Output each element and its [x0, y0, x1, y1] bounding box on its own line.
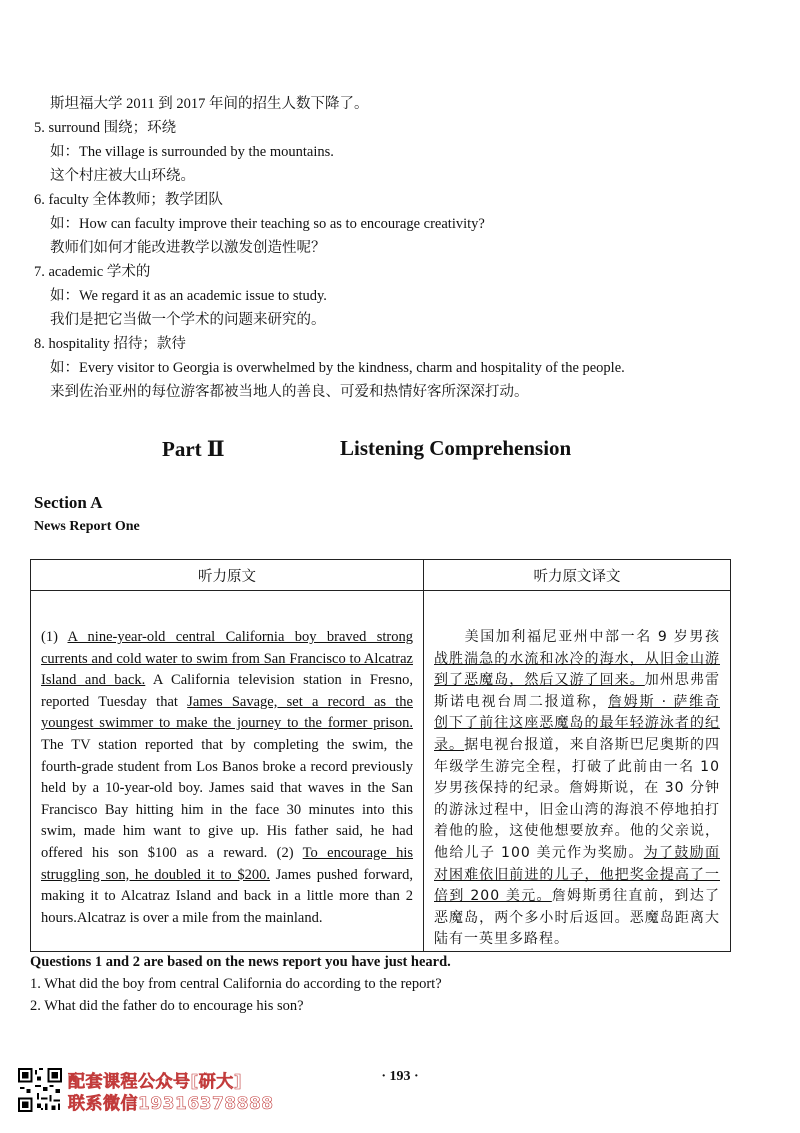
part-number: Part Ⅱ: [162, 437, 225, 461]
en-part-4: James pushed forward, making it to Alcatraz Island and back in a little more than 2 hours.Alcatraz is over a mile from the mainland.: [41, 866, 413, 926]
section-heading: Section A: [34, 493, 103, 512]
cn-part-2: 加州思弗雷斯诺电视台周二报道称，: [434, 672, 721, 710]
en-answer-2: To encourage his struggling son, he doubled it to $200.: [41, 844, 414, 883]
cn-answer-2: 为了鼓励面对困难依旧前进的儿子，他把奖金提高了一倍到 200 美元。: [434, 844, 720, 905]
vocabulary-section: [34, 92, 754, 404]
vocab-item-8-head: 8. hospitality 招待；款待: [34, 336, 186, 352]
translation-cell: [424, 591, 731, 952]
intro-line: 斯坦福大学 2011 到 2017 年间的招生人数下降了。: [50, 96, 369, 112]
en-key-sentence: James Savage, set a record as the youngest swimmer to make the journey to the former prison.: [41, 693, 413, 732]
vocab-item-5-translation: 这个村庄被大山环绕。: [50, 168, 195, 184]
original-transcript: [31, 591, 423, 929]
vocab-item-6-head: 6. faculty 全体教师；教学团队: [34, 192, 223, 208]
vocab-item-6-example: 如：How can faculty improve their teaching so as to encourage creativity?: [50, 216, 485, 232]
cn-key-sentence: 詹姆斯 · 萨维奇创下了前往这座恶魔岛的最年轻游泳者的纪录。: [434, 693, 720, 753]
original-text-header: 听力原文: [31, 560, 424, 591]
qr-code-icon: [18, 1068, 62, 1112]
en-part-1: (1): [41, 629, 68, 645]
original-text-cell: [31, 591, 424, 952]
question-1: 1. What did the boy from central California do according to the report?: [30, 976, 442, 992]
watermark-line-1: 配套课程公众号[研大]: [68, 1072, 243, 1092]
vocab-item-8-example: 如：Every visitor to Georgia is overwhelmed by the kindness, charm and hospitality of the people.: [50, 360, 625, 376]
en-part-3: The TV station reported that by completing the swim, the fourth-grade student from Los Banos broke a record previously held by a 10-year-old boy. James said that waves in the San Francisco Bay hitting him in the face 30 minutes into this swim, made him want to give up. His father said, he had offered his son $100 as a reward. (2): [41, 736, 413, 861]
watermark-line-2: 联系微信19316378888: [68, 1094, 274, 1114]
transcript-table: [30, 559, 731, 952]
vocab-item-7-head: 7. academic 学术的: [34, 264, 151, 280]
vocab-item-7-translation: 我们是把它当做一个学术的问题来研究的。: [50, 312, 326, 328]
vocab-item-7-example: 如：We regard it as an academic issue to study.: [50, 288, 327, 304]
questions-block: [30, 951, 451, 1017]
page-number: · 193 ·: [381, 1069, 419, 1084]
vocab-item-5-example: 如：The village is surrounded by the mountains.: [50, 144, 334, 160]
cn-answer-1: 战胜湍急的水流和冰冷的海水，从旧金山游到了恶魔岛，然后又游了回来。: [434, 650, 720, 689]
cn-part-1: 美国加利福尼亚州中部一名 9 岁男孩: [464, 629, 720, 645]
vocab-item-5-head: 5. surround 围绕；环绕: [34, 120, 177, 136]
cn-part-3: 据电视台报道，来自洛斯巴尼奥斯的四年级学生游完全程，打破了此前由一名 10 岁男孩保持的纪录。詹姆斯说，在 30 分钟的游泳过程中，旧金山湾的海浪不停地拍打着他的脸，这使他想要放弃。他的父亲说，他给儿子 100 美元作为奖励。: [434, 736, 721, 861]
question-2: 2. What did the father do to encourage his son?: [30, 998, 304, 1014]
vocab-item-8-translation: 来到佐治亚州的每位游客都被当地人的善良、可爱和热情好客所深深打动。: [50, 384, 529, 400]
questions-header: Questions 1 and 2 are based on the news report you have just heard.: [30, 954, 451, 970]
translation-transcript: [424, 591, 730, 951]
vocab-item-6-translation: 教师们如何才能改进教学以激发创造性呢？: [50, 240, 326, 256]
translation-header: 听力原文译文: [424, 560, 731, 591]
part-title: Listening Comprehension: [340, 436, 572, 460]
cn-part-4: 詹姆斯勇往直前，到达了恶魔岛，两个多小时后返回。恶魔岛距离大陆有一英里多路程。: [434, 888, 721, 948]
en-part-2: A California television station in Fresno, reported Tuesday that: [41, 672, 414, 710]
news-report-title: News Report One: [34, 519, 140, 534]
en-answer-1: A nine-year-old central California boy braved strong currents and cold water to swim from San Francisco to Alcatraz Island and back.: [41, 629, 413, 689]
watermark: [68, 1071, 274, 1115]
